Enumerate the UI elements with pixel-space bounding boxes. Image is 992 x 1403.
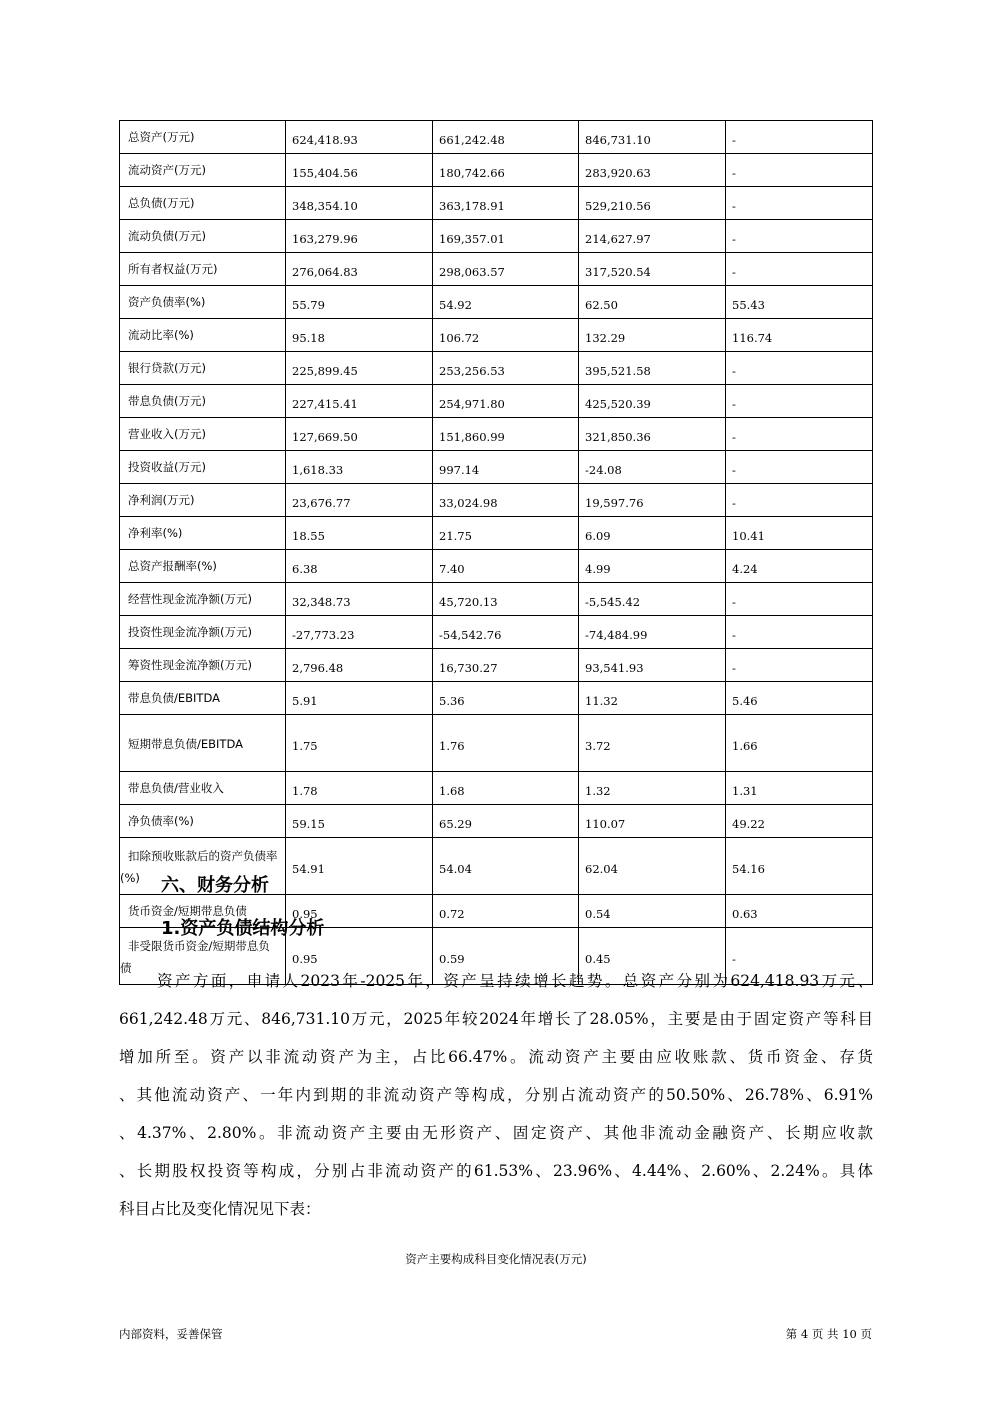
- table-row: [120, 805, 873, 838]
- table-row: [120, 715, 873, 772]
- table-cell: 1.75: [286, 715, 433, 772]
- table-cell: 54.91: [286, 838, 433, 895]
- table-cell: -: [726, 616, 873, 649]
- table-cell: 45,720.13: [433, 583, 579, 616]
- table-cell: -27,773.23: [286, 616, 433, 649]
- table-cell: 1.66: [726, 715, 873, 772]
- table-cell: -: [726, 451, 873, 484]
- row-label: 投资性现金流净额(万元): [120, 616, 286, 649]
- table-cell: 283,920.63: [579, 154, 726, 187]
- table-cell: 2,796.48: [286, 649, 433, 682]
- row-label: 带息负债/营业收入: [120, 772, 286, 805]
- table-cell: 227,415.41: [286, 385, 433, 418]
- table-cell: 163,279.96: [286, 220, 433, 253]
- row-label: 总负债(万元): [120, 187, 286, 220]
- table-cell: 253,256.53: [433, 352, 579, 385]
- table-cell: 180,742.66: [433, 154, 579, 187]
- table-cell: 529,210.56: [579, 187, 726, 220]
- table-cell: 18.55: [286, 517, 433, 550]
- row-label: 银行贷款(万元): [120, 352, 286, 385]
- table-cell: 62.04: [579, 838, 726, 895]
- table-row: [120, 352, 873, 385]
- table-cell: 363,178.91: [433, 187, 579, 220]
- paragraph-line: 科目占比及变化情况见下表：: [119, 1200, 321, 1218]
- table-cell: -: [726, 418, 873, 451]
- table-cell: 0.45: [579, 928, 726, 985]
- table-cell: 4.99: [579, 550, 726, 583]
- table-row: [120, 319, 873, 352]
- row-label: 筹资性现金流净额(万元): [120, 649, 286, 682]
- table-row: [120, 286, 873, 319]
- table-cell: 110.07: [579, 805, 726, 838]
- table-cell: 214,627.97: [579, 220, 726, 253]
- row-label: 货币资金/短期带息负债: [120, 895, 286, 928]
- table-cell: 276,064.83: [286, 253, 433, 286]
- table-cell: 10.41: [726, 517, 873, 550]
- sub-heading: 1.资产负债结构分析: [161, 918, 325, 939]
- table-cell: 6.38: [286, 550, 433, 583]
- table-cell: 5.46: [726, 682, 873, 715]
- row-label: 净负债率(%): [120, 805, 286, 838]
- analysis-paragraph: [119, 962, 873, 1228]
- table-cell: 846,731.10: [579, 121, 726, 154]
- table-row: [120, 583, 873, 616]
- row-label: 资产负债率(%): [120, 286, 286, 319]
- table-cell: 321,850.36: [579, 418, 726, 451]
- row-label: 短期带息负债/EBITDA: [120, 715, 286, 772]
- table-cell: 169,357.01: [433, 220, 579, 253]
- table-cell: -: [726, 220, 873, 253]
- table-cell: -5,545.42: [579, 583, 726, 616]
- table-cell: -54,542.76: [433, 616, 579, 649]
- row-label: 净利率(%): [120, 517, 286, 550]
- table-row: [120, 154, 873, 187]
- table-cell: 0.54: [579, 895, 726, 928]
- table-cell: 225,899.45: [286, 352, 433, 385]
- table-row: [120, 616, 873, 649]
- table-cell: 425,520.39: [579, 385, 726, 418]
- table-row: [120, 649, 873, 682]
- table-row: [120, 220, 873, 253]
- table-cell: -24.08: [579, 451, 726, 484]
- table-cell: -: [726, 928, 873, 985]
- table-cell: 7.40: [433, 550, 579, 583]
- table-cell: 1.78: [286, 772, 433, 805]
- table-cell: 395,521.58: [579, 352, 726, 385]
- row-label: 总资产(万元): [120, 121, 286, 154]
- row-label: 带息负债/EBITDA: [120, 682, 286, 715]
- page-total: 10: [842, 1327, 857, 1341]
- table-cell: -: [726, 484, 873, 517]
- table-cell: 11.32: [579, 682, 726, 715]
- table-cell: 155,404.56: [286, 154, 433, 187]
- table-cell: 59.15: [286, 805, 433, 838]
- row-label: 流动比率(%): [120, 319, 286, 352]
- table-cell: 65.29: [433, 805, 579, 838]
- table-cell: 0.95: [286, 895, 433, 928]
- table-cell: 19,597.76: [579, 484, 726, 517]
- table-cell: 93,541.93: [579, 649, 726, 682]
- paragraph-line: 、长期股权投资等构成，分别占非流动资产的61.53%、23.96%、4.44%、2.60%、2.24%。具体: [119, 1162, 873, 1180]
- table-cell: -: [726, 583, 873, 616]
- table-cell: 1.31: [726, 772, 873, 805]
- paragraph-line: 661,242.48万元、846,731.10万元，2025年较2024年增长了28.05%，主要是由于固定资产等科目: [119, 1010, 873, 1028]
- table-cell: -: [726, 385, 873, 418]
- table-cell: 1.68: [433, 772, 579, 805]
- table-cell: 997.14: [433, 451, 579, 484]
- table-cell: 1.32: [579, 772, 726, 805]
- table-cell: 317,520.54: [579, 253, 726, 286]
- financial-indicators-table: [119, 120, 873, 985]
- table-cell: 3.72: [579, 715, 726, 772]
- row-label: 投资收益(万元): [120, 451, 286, 484]
- table-cell: 624,418.93: [286, 121, 433, 154]
- row-label: 非受限货币资金/短期带息负债: [120, 928, 286, 985]
- table-cell: 54.92: [433, 286, 579, 319]
- page-mid: 页 共: [811, 1327, 839, 1341]
- financial-table-body: [120, 121, 873, 985]
- table-cell: 0.95: [286, 928, 433, 985]
- table-row: [120, 253, 873, 286]
- table-cell: 348,354.10: [286, 187, 433, 220]
- table-cell: 1.76: [433, 715, 579, 772]
- table-cell: -: [726, 649, 873, 682]
- page-suffix: 页: [860, 1327, 872, 1341]
- table-row: [120, 121, 873, 154]
- row-label: 带息负债(万元): [120, 385, 286, 418]
- page-prefix: 第: [785, 1327, 798, 1341]
- table-row: [120, 418, 873, 451]
- table-cell: 5.91: [286, 682, 433, 715]
- table-cell: 132.29: [579, 319, 726, 352]
- table-cell: 4.24: [726, 550, 873, 583]
- table-row: [120, 484, 873, 517]
- row-label: 流动负债(万元): [120, 220, 286, 253]
- row-label: 营业收入(万元): [120, 418, 286, 451]
- table-cell: 6.09: [579, 517, 726, 550]
- page-number: [786, 1326, 872, 1342]
- table-cell: 55.43: [726, 286, 873, 319]
- paragraph-line: 增加所至。资产以非流动资产为主，占比66.47%。流动资产主要由应收账款、货币资金、存货: [119, 1048, 873, 1066]
- table-cell: 23,676.77: [286, 484, 433, 517]
- table-cell: 49.22: [726, 805, 873, 838]
- table-cell: 0.72: [433, 895, 579, 928]
- table-cell: 116.74: [726, 319, 873, 352]
- table-cell: -: [726, 253, 873, 286]
- table-row: [120, 772, 873, 805]
- table-cell: 62.50: [579, 286, 726, 319]
- row-label: 所有者权益(万元): [120, 253, 286, 286]
- page-current: 4: [800, 1327, 809, 1341]
- row-label: 流动资产(万元): [120, 154, 286, 187]
- row-label: 扣除预收账款后的资产负债率(%): [120, 838, 286, 895]
- table-cell: 55.79: [286, 286, 433, 319]
- row-label: 经营性现金流净额(万元): [120, 583, 286, 616]
- section-heading: 六、财务分析: [161, 875, 269, 896]
- paragraph-line: 资产方面，申请人2023年-2025年，资产呈持续增长趋势。总资产分别为624,418.93万元、: [157, 972, 873, 990]
- table-cell: 298,063.57: [433, 253, 579, 286]
- table-cell: 5.36: [433, 682, 579, 715]
- table-cell: 254,971.80: [433, 385, 579, 418]
- table-cell: 106.72: [433, 319, 579, 352]
- table-row: [120, 385, 873, 418]
- table-cell: 21.75: [433, 517, 579, 550]
- paragraph-line: 、4.37%、2.80%。非流动资产主要由无形资产、固定资产、其他非流动金融资产、长期应收款: [119, 1124, 873, 1142]
- table-row: [120, 451, 873, 484]
- table-cell: 127,669.50: [286, 418, 433, 451]
- table-cell: 95.18: [286, 319, 433, 352]
- paragraph-line: 、其他流动资产、一年内到期的非流动资产等构成，分别占流动资产的50.50%、26.78%、6.91%: [119, 1086, 873, 1104]
- row-label: 总资产报酬率(%): [120, 550, 286, 583]
- table-row: [120, 517, 873, 550]
- table-cell: 54.04: [433, 838, 579, 895]
- table-cell: -: [726, 154, 873, 187]
- footer-confidential-note: 内部资料，妥善保管: [119, 1327, 223, 1341]
- table-cell: 0.59: [433, 928, 579, 985]
- table-cell: -: [726, 352, 873, 385]
- table-cell: 1,618.33: [286, 451, 433, 484]
- table-cell: 16,730.27: [433, 649, 579, 682]
- table-cell: -: [726, 187, 873, 220]
- table-row: [120, 550, 873, 583]
- table-caption: 资产主要构成科目变化情况表(万元): [405, 1252, 587, 1266]
- table-row: [120, 187, 873, 220]
- table-cell: 0.63: [726, 895, 873, 928]
- table-cell: 32,348.73: [286, 583, 433, 616]
- table-cell: 151,860.99: [433, 418, 579, 451]
- table-cell: 33,024.98: [433, 484, 579, 517]
- table-cell: 661,242.48: [433, 121, 579, 154]
- table-cell: 54.16: [726, 838, 873, 895]
- table-row: [120, 682, 873, 715]
- row-label: 净利润(万元): [120, 484, 286, 517]
- table-cell: -: [726, 121, 873, 154]
- table-cell: -74,484.99: [579, 616, 726, 649]
